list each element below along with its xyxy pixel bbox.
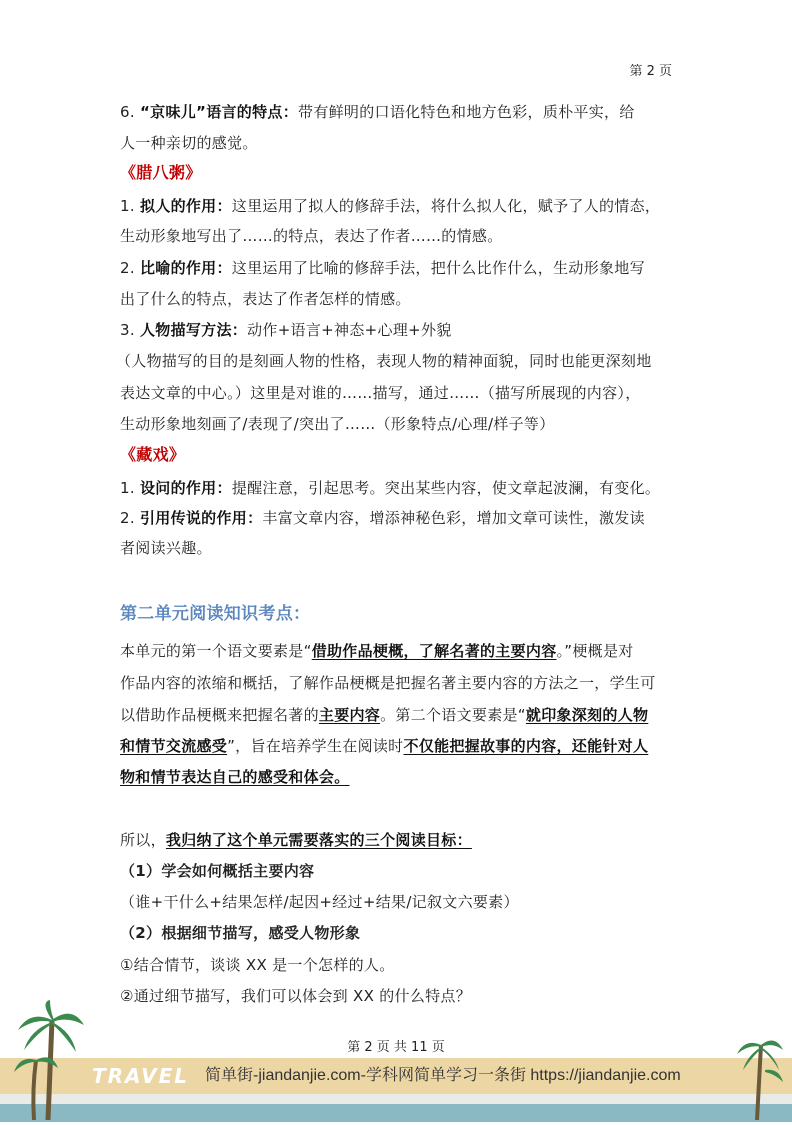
page-number: 第 2 页 共 11 页 [347, 1040, 445, 1055]
section-title: 《藏戏》 [120, 445, 186, 464]
item-text: 提醒注意，引起思考。突出某些内容，使文章起波澜，有变化。 [231, 479, 661, 497]
travel-logo: TRAVEL [92, 1064, 190, 1088]
item-text: 丰富文章内容，增添神秘色彩，增加文章可读性，激发读 [262, 509, 645, 527]
item-term: 拟人的作用： [139, 197, 232, 215]
line: 者阅读兴趣。 [120, 539, 212, 557]
line: 生动形象地刻画了/表现了/突出了……（形象特点/心理/样子等） [120, 415, 555, 433]
line [120, 767, 350, 787]
footer-sea [0, 1104, 792, 1122]
item-term: 比喻的作用： [139, 259, 232, 277]
underlined-text: 不仅能把握故事的内容，还能针对人 [403, 737, 649, 755]
line: 作品内容的浓缩和概括，了解作品梗概是把握名著主要内容的方法之一，学生可 [120, 674, 656, 692]
line: 人一种亲切的感觉。 [120, 134, 258, 152]
line: （人物描写的目的是刻画人物的性格，表现人物的精神面貌，同时也能更深刻地 [116, 352, 652, 370]
underlined-text: 和情节交流感受 [120, 737, 228, 755]
underlined-text: 主要内容 [318, 706, 381, 724]
watermark: 简单街-jiandanjie.com-学科网简单学习一条街 https://jiandanjie.com [205, 1067, 681, 1084]
line [120, 258, 645, 278]
unit-title: 第二单元阅读知识考点： [120, 604, 311, 624]
text: 本单元的第一个语文要素是“ [120, 642, 312, 660]
goal-2: （2）根据细节描写，感受人物形象 [120, 924, 361, 942]
underlined-text: 我归纳了这个单元需要落实的三个阅读目标： [165, 831, 472, 849]
item-text: 带有鲜明的口语化特色和地方色彩，质朴平实，给 [298, 103, 635, 121]
item-number: 2. [120, 259, 140, 277]
item-term: 引用传说的作用： [139, 509, 263, 527]
question-2: ②通过细节描写，我们可以体会到 XX 的什么特点？ [120, 987, 472, 1005]
underlined-text: 就印象深刻的人物 [525, 706, 649, 724]
item-number: 6. [120, 103, 140, 121]
line [120, 641, 634, 661]
item-text: 这里运用了拟人的修辞手法，将什么拟人化，赋予了人的情态， [231, 197, 661, 215]
section-title: 《腊八粥》 [120, 163, 202, 182]
item-number: 2. [120, 509, 140, 527]
underlined-text: 借助作品梗概，了解名著的主要内容 [311, 642, 557, 660]
item-number: 3. [120, 321, 140, 339]
line [120, 102, 635, 122]
item-number: 1. [120, 197, 140, 215]
item-term: 人物描写方法： [139, 321, 248, 339]
text: 。”梗概是对 [556, 642, 634, 660]
text: ”，旨在培养学生在阅读时 [227, 737, 404, 755]
palm-tree-icon [735, 1030, 785, 1122]
underlined-text: 物和情节表达自己的感受和体会。 [120, 768, 350, 786]
line: 出了什么的特点，表达了作者怎样的情感。 [120, 290, 411, 308]
item-text: 动作+语言+神态+心理+外貌 [247, 321, 452, 339]
line [120, 196, 660, 216]
line [120, 830, 472, 850]
line: 生动形象地写出了……的特点，表达了作者……的情感。 [120, 227, 503, 245]
goal-1: （1）学会如何概括主要内容 [120, 862, 315, 880]
footer-stripe [0, 1094, 792, 1104]
text: 。第二个语文要素是“ [380, 706, 526, 724]
item-number: 1. [120, 479, 140, 497]
item-term: “京味儿”语言的特点： [139, 103, 299, 121]
question-1: ①结合情节，谈谈 XX 是一个怎样的人。 [120, 956, 395, 974]
line [120, 705, 648, 725]
line: 表达文章的中心。）这里是对谁的……描写，通过……（描写所展现的内容）， [120, 384, 641, 402]
palm-tree-icon [10, 1000, 85, 1125]
text: 以借助作品梗概来把握名著的 [120, 706, 319, 724]
item-text: 这里运用了比喻的修辞手法，把什么比作什么，生动形象地写 [231, 259, 645, 277]
line [120, 320, 452, 340]
goal-1-note: （谁+干什么+结果怎样/起因+经过+结果/记叙文六要素） [120, 893, 519, 911]
item-term: 设问的作用： [139, 479, 232, 497]
line [120, 478, 660, 498]
page-header: 第 2 页 [629, 64, 672, 79]
line [120, 508, 645, 528]
line [120, 736, 648, 756]
text: 所以， [120, 831, 166, 849]
